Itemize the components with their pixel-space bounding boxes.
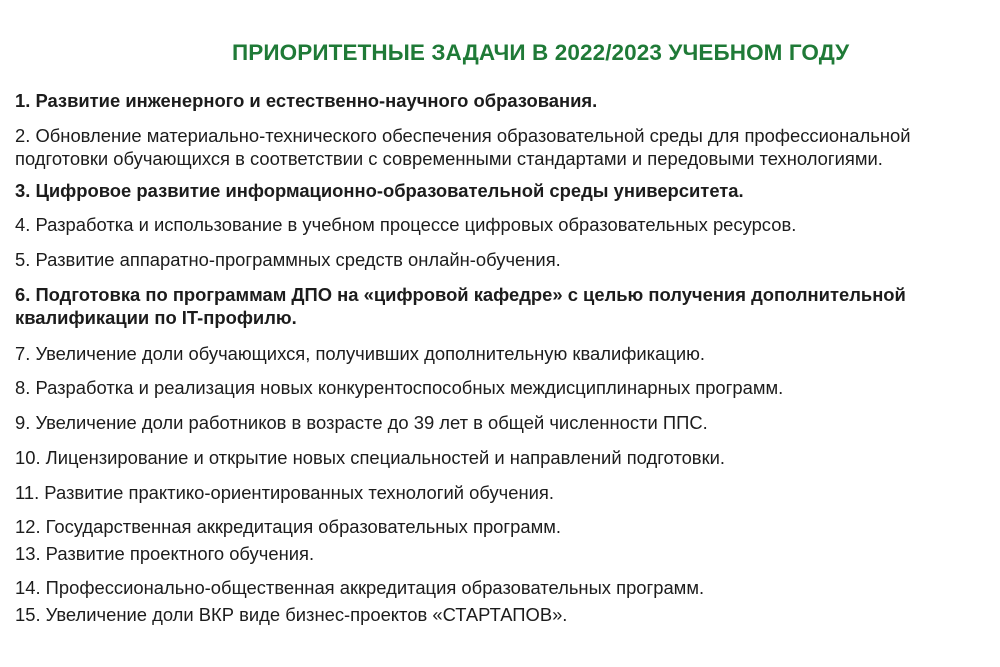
task-item-14	[15, 576, 1000, 599]
task-item-5	[15, 248, 1000, 271]
task-line: 15. Увеличение доли ВКР виде бизнес-проектов «СТАРТАПОВ».	[15, 604, 568, 625]
task-line: 3. Цифровое развитие информационно-образовательной среды университета.	[15, 180, 744, 201]
task-item-1	[15, 89, 1000, 112]
task-item-12	[15, 515, 1000, 538]
task-line: 14. Профессионально-общественная аккредитация образовательных программ.	[15, 577, 705, 598]
task-item-2	[15, 124, 1000, 170]
task-item-3	[15, 179, 1000, 202]
task-line: 7. Увеличение доли обучающихся, получивших дополнительную квалификацию.	[15, 343, 706, 364]
task-line: 6. Подготовка по программам ДПО на «цифровой кафедре» с целью получения дополнительной	[15, 284, 906, 305]
task-line: подготовки обучающихся в соответствии с современными стандартами и передовыми технологиями.	[15, 148, 883, 169]
task-item-4	[15, 213, 1000, 236]
task-item-6	[15, 283, 1000, 329]
task-line: 5. Развитие аппаратно-программных средств онлайн-обучения.	[15, 249, 561, 270]
page-title: ПРИОРИТЕТНЫЕ ЗАДАЧИ В 2022/2023 УЧЕБНОМ ГОДУ	[232, 40, 850, 65]
task-item-13	[15, 542, 1000, 565]
task-line: 4. Разработка и использование в учебном процессе цифровых образовательных ресурсов.	[15, 214, 797, 235]
task-item-9	[15, 411, 1000, 434]
task-line: 9. Увеличение доли работников в возрасте до 39 лет в общей численности ППС.	[15, 412, 708, 433]
task-item-15	[15, 603, 1000, 626]
task-item-7	[15, 342, 1000, 365]
task-item-8	[15, 376, 1000, 399]
task-line: 11. Развитие практико-ориентированных технологий обучения.	[15, 482, 554, 503]
task-line: 8. Разработка и реализация новых конкурентоспособных междисциплинарных программ.	[15, 377, 784, 398]
task-line: 12. Государственная аккредитация образовательных программ.	[15, 516, 561, 537]
task-line: квалификации по IT-профилю.	[15, 307, 297, 328]
task-line: 13. Развитие проектного обучения.	[15, 543, 315, 564]
task-item-10	[15, 446, 1000, 469]
task-line: 1. Развитие инженерного и естественно-научного образования.	[15, 90, 598, 111]
task-item-11	[15, 481, 1000, 504]
task-line: 10. Лицензирование и открытие новых специальностей и направлений подготовки.	[15, 447, 725, 468]
task-line: 2. Обновление материально-технического обеспечения образовательной среды для профессиональной	[15, 125, 911, 146]
